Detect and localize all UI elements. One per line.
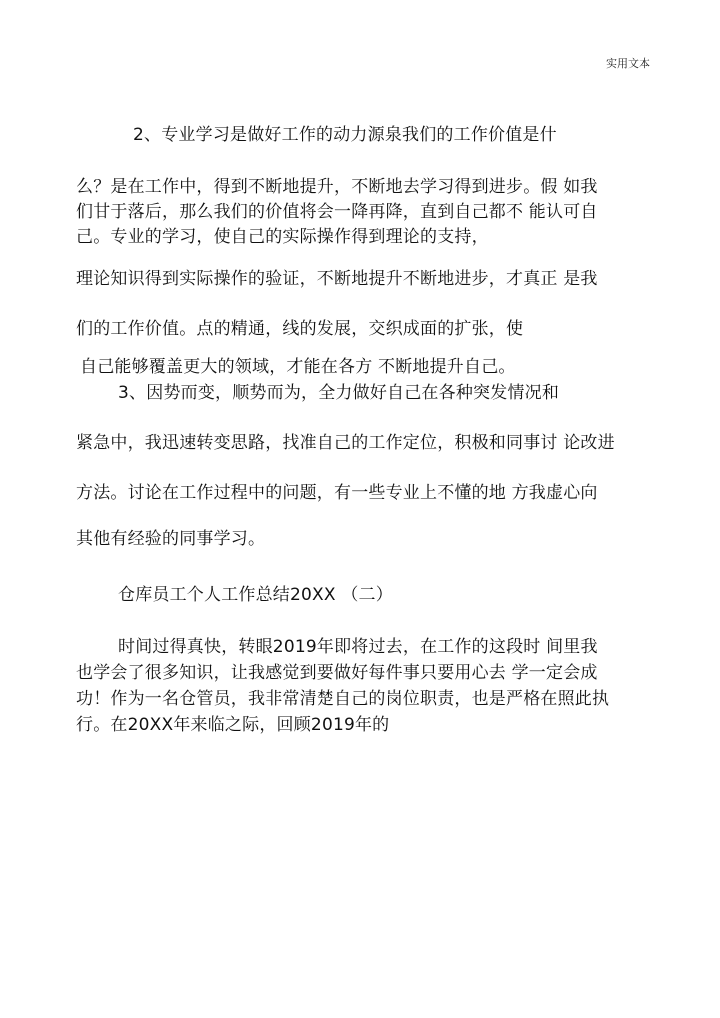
paragraph-line: 功！作为一名仓管员，我非常清楚自己的岗位职责，也是严格在照此执 — [76, 689, 610, 709]
paragraph-line: 自己能够覆盖更大的领域，才能在各方 不断地提升自己。 — [80, 357, 516, 377]
paragraph-line: 紧急中，我迅速转变思路，找准自己的工作定位，积极和同事讨 论改进 — [76, 433, 615, 453]
paragraph-line: 么？是在工作中，得到不断地提升，不断地去学习得到进步。假 如我 — [76, 177, 598, 197]
paragraph-line: 方法。讨论在工作过程中的问题，有一些专业上不懂的地 方我虚心向 — [76, 483, 598, 503]
paragraph-line: 时间过得真快，转眼2019年即将过去，在工作的这段时 间里我 — [118, 637, 598, 657]
paragraph-line: 其他有经验的同事学习。 — [76, 529, 266, 549]
paragraph-line: 理论知识得到实际操作的验证，不断地提升不断地进步，才真正 是我 — [76, 269, 598, 289]
header-label: 实用文本 — [606, 57, 650, 70]
paragraph-line: 也学会了很多知识，让我感觉到要做好每件事只要用心去 学一定会成 — [76, 663, 598, 683]
paragraph-line: 行。在20XX年来临之际，回顾2019年的 — [76, 715, 390, 735]
paragraph-line: 们甘于落后，那么我们的价值将会一降再降，直到自己都不 能认可自 — [76, 202, 598, 222]
section-title: 仓库员工个人工作总结20XX （二） — [118, 585, 393, 605]
paragraph-line: 2、专业学习是做好工作的动力源泉我们的工作价值是什 — [133, 125, 557, 145]
paragraph-line: 己。专业的学习，使自己的实际操作得到理论的支持， — [76, 227, 489, 247]
paragraph-line: 们的工作价值。点的精通，线的发展，交织成面的扩张，使 — [76, 319, 524, 339]
paragraph-line: 3、因势而变，顺势而为，全力做好自己在各种突发情况和 — [118, 383, 560, 403]
